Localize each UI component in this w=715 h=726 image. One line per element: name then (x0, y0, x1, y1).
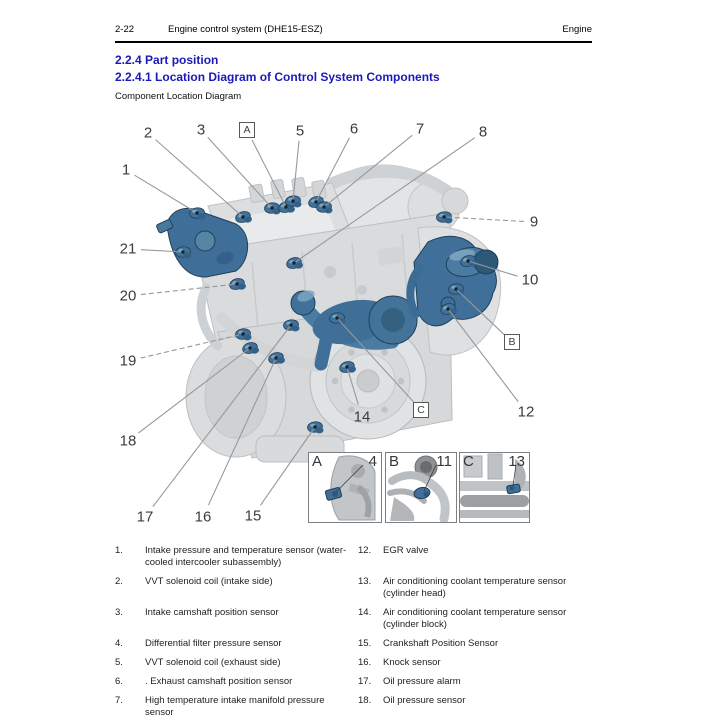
legend-item-text: Knock sensor (383, 657, 441, 668)
legend-item-number: 12. (358, 545, 372, 556)
callout-label: 5 (295, 122, 305, 140)
section-heading: 2.2.4 Part position (115, 53, 219, 67)
inset-a-letter: A (312, 453, 323, 470)
legend-item-number: 18. (358, 695, 372, 706)
callout-target-dot (313, 425, 316, 428)
callout-label: 6 (349, 120, 359, 138)
legend-item-number: 7. (115, 695, 123, 706)
header-page-number: 2-22 (115, 24, 135, 35)
legend-item-number: 17. (358, 676, 372, 687)
callout-label: A (243, 124, 251, 136)
callout-label: 16 (194, 508, 212, 526)
callout-label: 8 (478, 123, 488, 141)
callout-label: 21 (119, 240, 137, 258)
callout-label: B (508, 336, 516, 348)
callout-target-dot (241, 215, 244, 218)
legend-item-number: 16. (358, 657, 372, 668)
legend-row (115, 657, 602, 669)
legend-item-text: High temperature intake manifold pressure sensor (145, 695, 325, 718)
callout-target-dot (248, 346, 251, 349)
legend-item-text: . Exhaust camshaft position sensor (145, 676, 293, 687)
callout-target-dot (335, 316, 338, 319)
legend-row (115, 676, 602, 688)
legend-item-text: Air conditioning coolant temperature sensor (cylinder block) (383, 607, 567, 630)
callout-label: 10 (521, 271, 539, 289)
callout-target-dot (270, 206, 273, 209)
legend-row (115, 545, 602, 569)
legend-item-text: Oil pressure sensor (383, 695, 466, 706)
callout-label: 9 (529, 213, 539, 231)
legend-item-text: Differential filter pressure sensor (145, 638, 282, 649)
legend-item-number: 14. (358, 607, 372, 618)
callout-target-dot (181, 250, 184, 253)
legend-row (115, 695, 602, 719)
callout-target-dot (442, 215, 445, 218)
callout-label: 2 (143, 124, 153, 142)
inset-b-letter: B (389, 453, 400, 470)
callout-label: C (417, 404, 425, 416)
callout-target-dot (289, 323, 292, 326)
callout-leader-line (208, 137, 272, 208)
callout-leader-line (135, 175, 197, 213)
legend-item-text: Oil pressure alarm (383, 676, 461, 687)
callout-label: 18 (119, 432, 137, 450)
callout-label: 3 (196, 121, 206, 139)
callout-target-dot (292, 261, 295, 264)
legend-item-text: Air conditioning coolant temperature sensor (cylinder head) (383, 576, 567, 599)
component-legend (115, 545, 602, 726)
callout-label: 14 (353, 408, 371, 426)
legend-item-number: 6. (115, 676, 123, 687)
callout-label: 19 (119, 352, 137, 370)
inset-c-letter: C (463, 453, 474, 470)
legend-item-number: 4. (115, 638, 123, 649)
callout-target-dot (322, 205, 325, 208)
legend-item-text: Crankshaft Position Sensor (383, 638, 499, 649)
callout-target-dot (345, 365, 348, 368)
inset-a-number: 4 (368, 453, 377, 470)
callout-target-dot (241, 332, 244, 335)
detail-inset-b (385, 452, 457, 523)
header-title: Engine control system (DHE15-ESZ) (168, 24, 323, 35)
detail-inset-c (459, 452, 530, 523)
legend-item-number: 2. (115, 576, 123, 587)
legend-item-text: VVT solenoid coil (exhaust side) (145, 657, 281, 668)
legend-row (115, 638, 602, 650)
legend-item-text: VVT solenoid coil (intake side) (145, 576, 273, 587)
callout-target-dot (274, 356, 277, 359)
callout-target-dot (291, 199, 294, 202)
callout-target-dot (195, 211, 198, 214)
detail-inset-a (308, 452, 382, 523)
callout-label: 12 (517, 403, 535, 421)
legend-row (115, 607, 602, 631)
legend-item-text: Intake pressure and temperature sensor (water-cooled intercooler subassembly) (145, 545, 347, 568)
callout-target-dot (466, 259, 469, 262)
legend-item-text: EGR valve (383, 545, 429, 556)
diagram-caption: Component Location Diagram (115, 91, 242, 102)
callout-target-dot (284, 205, 287, 208)
header-rule (115, 41, 592, 43)
legend-item-number: 13. (358, 576, 372, 587)
callout-label: 15 (244, 507, 262, 525)
callout-label: 7 (415, 120, 425, 138)
callout-target-dot (314, 200, 317, 203)
callout-label: 20 (119, 287, 137, 305)
callout-leader-line (155, 140, 243, 217)
legend-item-number: 3. (115, 607, 123, 618)
subsection-heading: 2.2.4.1 Location Diagram of Control System Components (115, 70, 440, 84)
callout-target-dot (446, 307, 449, 310)
legend-row (115, 576, 602, 600)
callout-target-dot (454, 287, 457, 290)
callout-label: 17 (136, 508, 154, 526)
inset-c-number: 13 (508, 453, 525, 470)
inset-b-number: 11 (436, 453, 452, 470)
callout-label: 1 (121, 161, 131, 179)
legend-item-text: Intake camshaft position sensor (145, 607, 279, 618)
header-section: Engine (562, 24, 592, 35)
callout-target-dot (235, 282, 238, 285)
legend-item-number: 15. (358, 638, 372, 649)
legend-item-number: 5. (115, 657, 123, 668)
legend-item-number: 1. (115, 545, 123, 556)
